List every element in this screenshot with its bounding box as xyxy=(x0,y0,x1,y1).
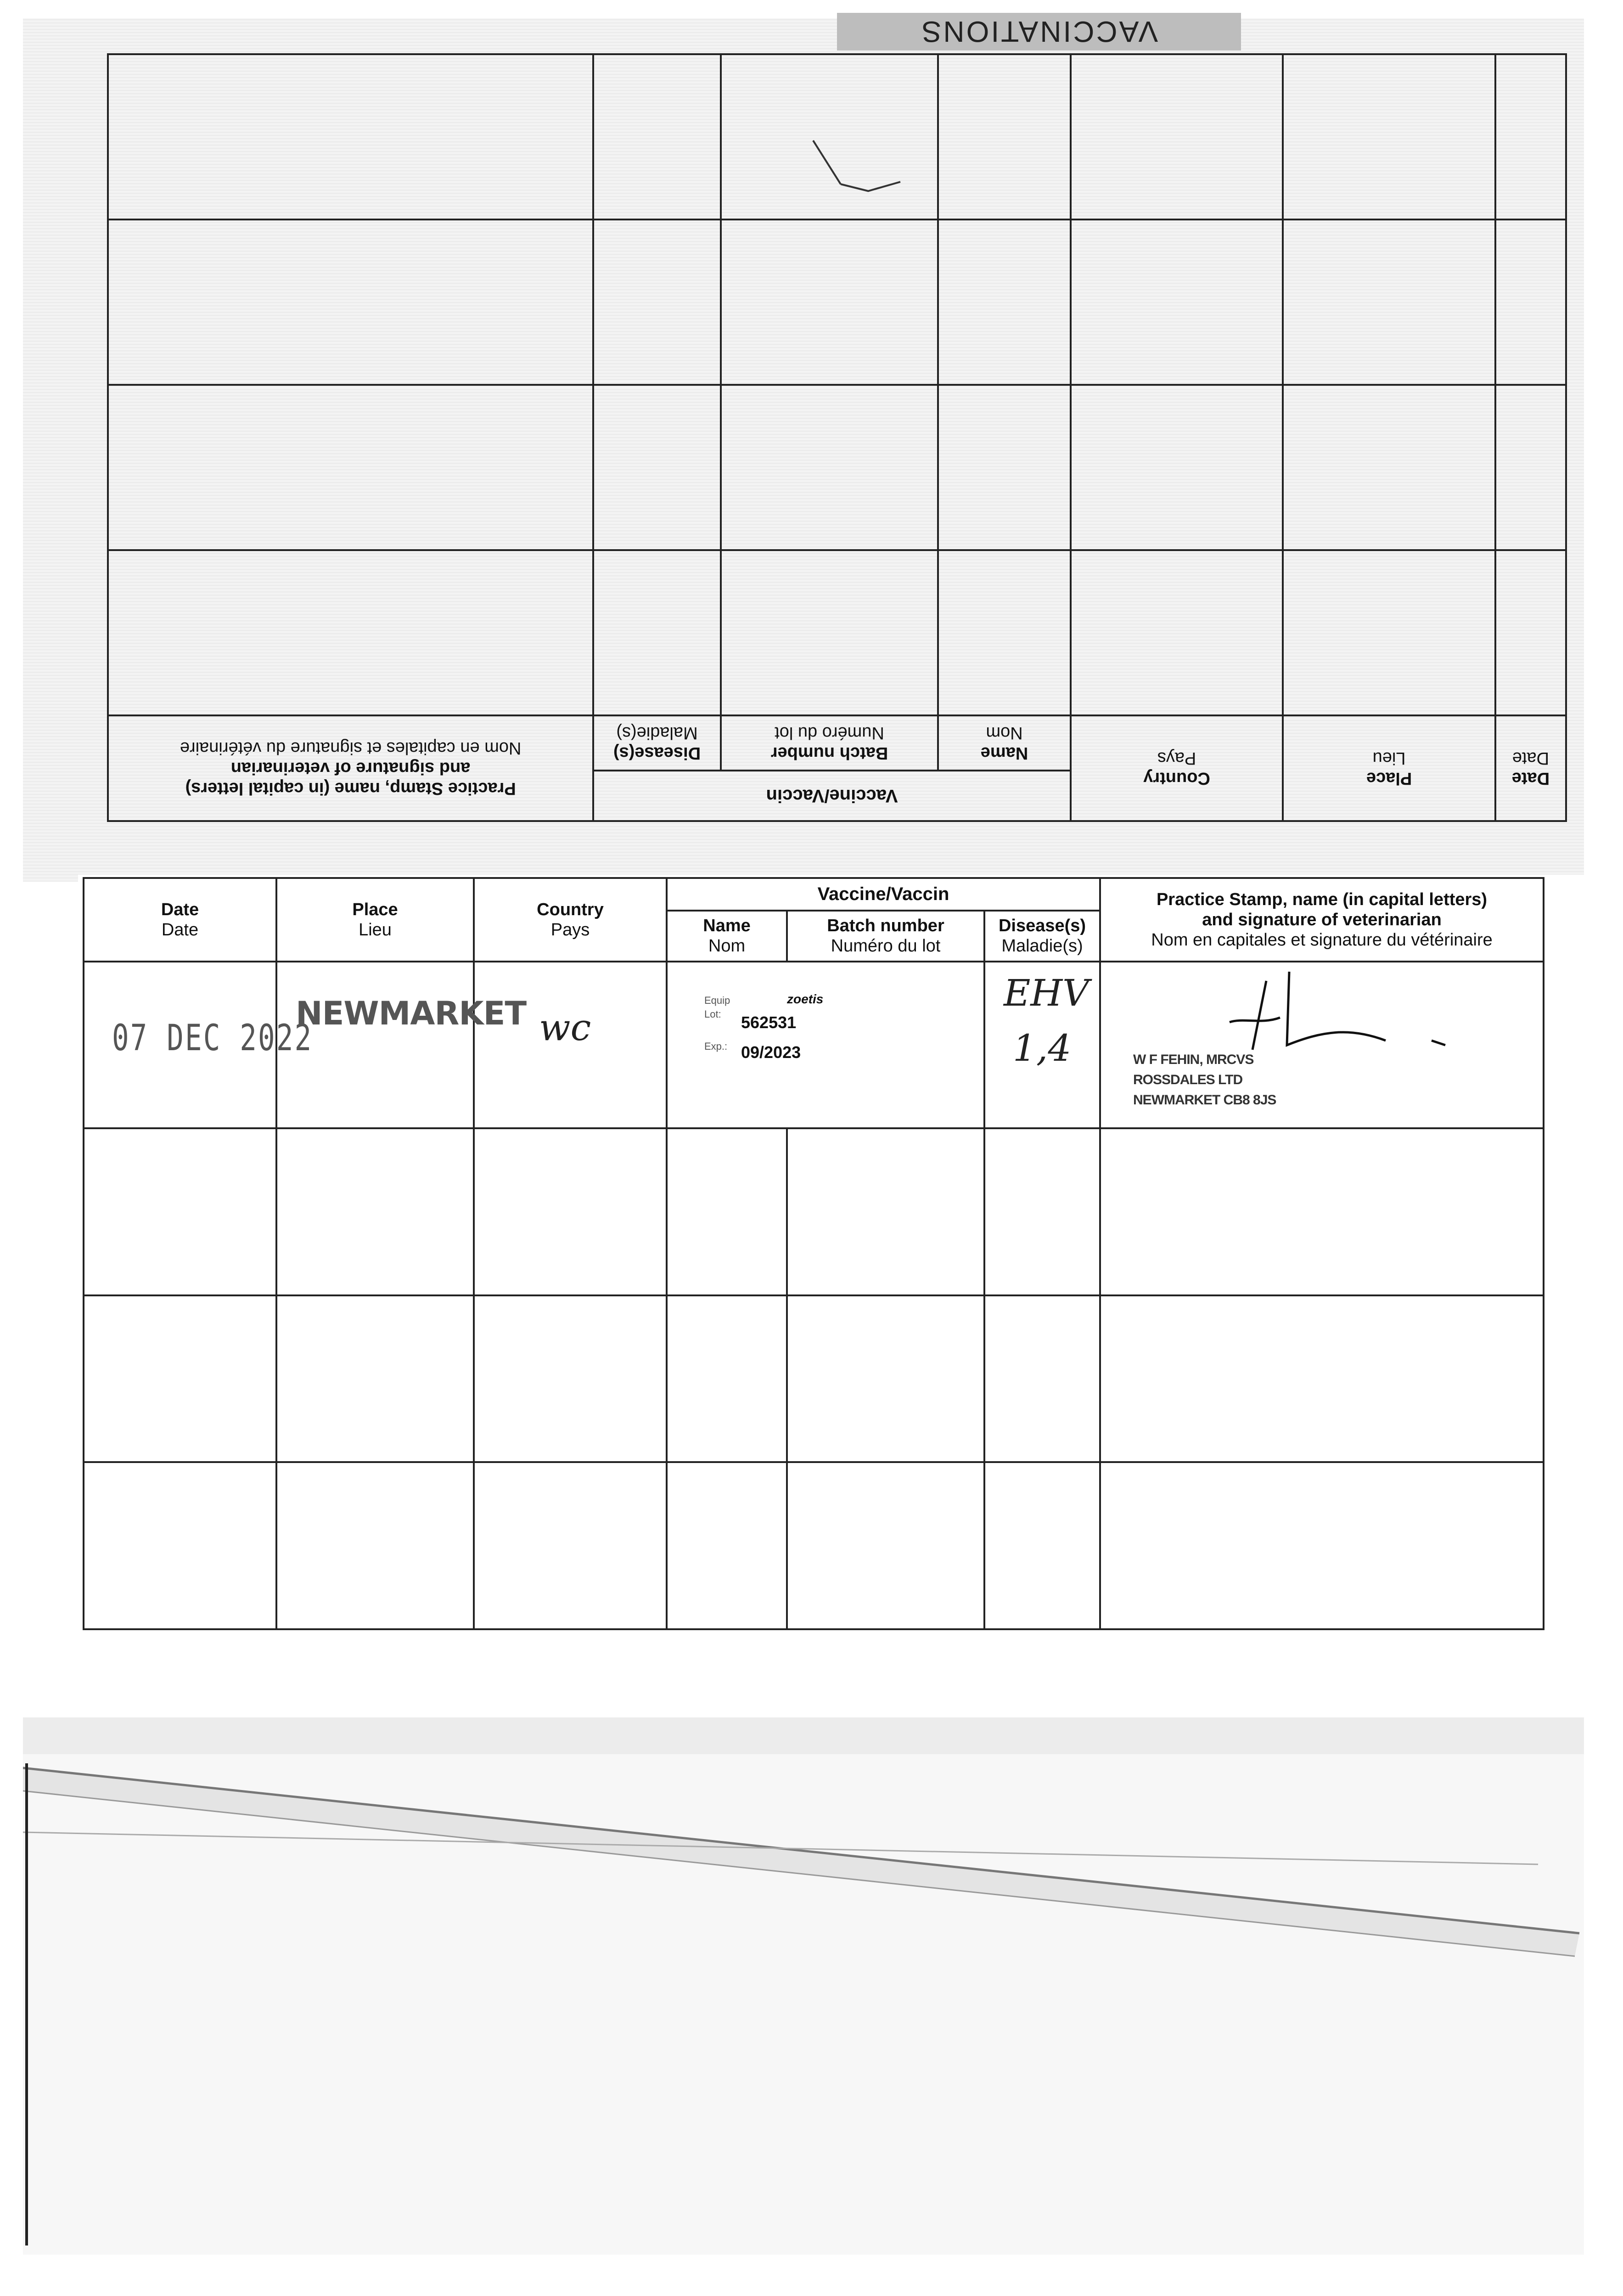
pen-mark xyxy=(772,118,910,209)
header-place-fr: Lieu xyxy=(359,920,392,940)
entry-date-cell xyxy=(84,962,313,1129)
entry-disease-line2: 1,4 xyxy=(1013,1026,1072,1069)
header-vaccine xyxy=(667,878,1100,911)
folded-sheets-edges xyxy=(23,1717,1584,2255)
upper-header-name-fr: Nom xyxy=(986,723,1023,743)
table-row xyxy=(84,1128,1544,1295)
entry-row xyxy=(84,962,1544,1129)
upper-vaccination-table xyxy=(107,53,1567,822)
upper-table-row xyxy=(108,550,1566,715)
upper-header-vaccine-label: Vaccine/Vaccin xyxy=(766,786,898,806)
upper-table-row xyxy=(108,385,1566,550)
vaccine-sticker xyxy=(704,991,842,1077)
upper-header-stamp-en-1: Practice Stamp, name (in capital letters) xyxy=(185,779,516,798)
header-stamp-fr: Nom en capitales et signature du vétérinaire xyxy=(1151,930,1493,950)
header-stamp xyxy=(1100,878,1544,962)
header-date-fr: Date xyxy=(161,920,199,940)
upper-header-stamp-en-2: and signature of veterinarian xyxy=(230,759,471,778)
entry-disease-cell xyxy=(984,962,1100,1129)
upper-header-stamp-fr: Nom en capitales et signature du vétérinaire xyxy=(180,738,522,758)
upper-header-country-en: Country xyxy=(1143,769,1210,788)
entry-country-handwritten: wc xyxy=(539,1006,591,1049)
upper-header-date xyxy=(1495,715,1566,821)
sticker-exp-label: Exp.: xyxy=(704,1040,728,1052)
header-country xyxy=(474,878,667,962)
header-batch xyxy=(787,911,984,962)
upper-header-vaccine xyxy=(593,771,1071,821)
header-batch-fr: Numéro du lot xyxy=(831,936,941,956)
upper-header-place xyxy=(1283,715,1495,821)
table-row xyxy=(84,1295,1544,1463)
header-stamp-en-2: and signature of veterinarian xyxy=(1202,910,1442,929)
upper-header-disease-fr: Maladie(s) xyxy=(616,723,698,743)
upper-header-date-fr: Date xyxy=(1512,748,1550,768)
upper-header-disease xyxy=(593,715,721,771)
entry-vet-stamp-cell xyxy=(1100,962,1544,1129)
header-stamp-en-1: Practice Stamp, name (in capital letters) xyxy=(1156,889,1488,909)
sticker-prefix: Equip xyxy=(704,994,730,1006)
entry-place-cell xyxy=(276,962,527,1129)
header-place-en: Place xyxy=(352,900,398,919)
header-disease xyxy=(984,911,1100,962)
entry-vaccine-sticker-cell xyxy=(667,962,984,1129)
sticker-lot-value: 562531 xyxy=(741,1013,797,1032)
upper-header-disease-en: Disease(s) xyxy=(613,743,701,763)
upper-header-name xyxy=(938,715,1071,771)
header-date-en: Date xyxy=(161,900,199,919)
upper-pen-mark-cell xyxy=(721,54,938,219)
vet-stamp-line3: NEWMARKET CB8 8JS xyxy=(1133,1092,1276,1108)
entry-place-stamp: NEWMARKET xyxy=(296,994,527,1032)
bottom-sheet-stack xyxy=(23,1717,1584,2255)
upper-header-date-en: Date xyxy=(1511,769,1550,788)
header-name-en: Name xyxy=(703,916,751,936)
entry-date-stamp: 07 DEC 2022 xyxy=(112,1017,313,1059)
header-country-en: Country xyxy=(537,900,604,919)
upper-header-stamp xyxy=(108,715,593,821)
upper-header-batch xyxy=(721,715,938,771)
sticker-expiry-value: 09/2023 xyxy=(741,1042,801,1062)
header-place xyxy=(276,878,474,962)
entry-country-cell xyxy=(474,962,667,1129)
vet-stamp-line1: W F FEHIN, MRCVS xyxy=(1133,1052,1254,1067)
upper-table-row xyxy=(108,54,1566,219)
header-disease-en: Disease(s) xyxy=(998,916,1086,936)
upper-header-country xyxy=(1071,715,1283,821)
sticker-brand: zoetis xyxy=(787,991,824,1006)
header-vaccine-label: Vaccine/Vaccin xyxy=(817,884,949,904)
header-date xyxy=(84,878,276,962)
upper-header-place-fr: Lieu xyxy=(1372,748,1406,768)
table-row xyxy=(84,1462,1544,1629)
header-country-fr: Pays xyxy=(550,920,590,940)
upper-header-batch-fr: Numéro du lot xyxy=(775,723,884,743)
upper-header-country-fr: Pays xyxy=(1157,748,1196,768)
header-disease-fr: Maladie(s) xyxy=(1001,936,1083,956)
header-name xyxy=(667,911,787,962)
section-title-tab: VACCINATIONS xyxy=(837,13,1241,51)
upper-table-row xyxy=(108,219,1566,385)
header-name-fr: Nom xyxy=(708,936,746,956)
sticker-lot-label: Lot: xyxy=(704,1008,721,1020)
vet-stamp-line2: ROSSDALES LTD xyxy=(1133,1072,1243,1087)
upper-header-name-en: Name xyxy=(980,743,1028,763)
lower-vaccination-page xyxy=(78,875,1584,1655)
lower-vaccination-table xyxy=(83,877,1544,1630)
header-batch-en: Batch number xyxy=(827,916,944,936)
upper-header-batch-en: Batch number xyxy=(770,743,888,763)
entry-disease-line1: EHV xyxy=(1004,971,1089,1014)
upper-page-rotated-content xyxy=(0,0,1623,872)
upper-header-place-en: Place xyxy=(1366,769,1412,788)
